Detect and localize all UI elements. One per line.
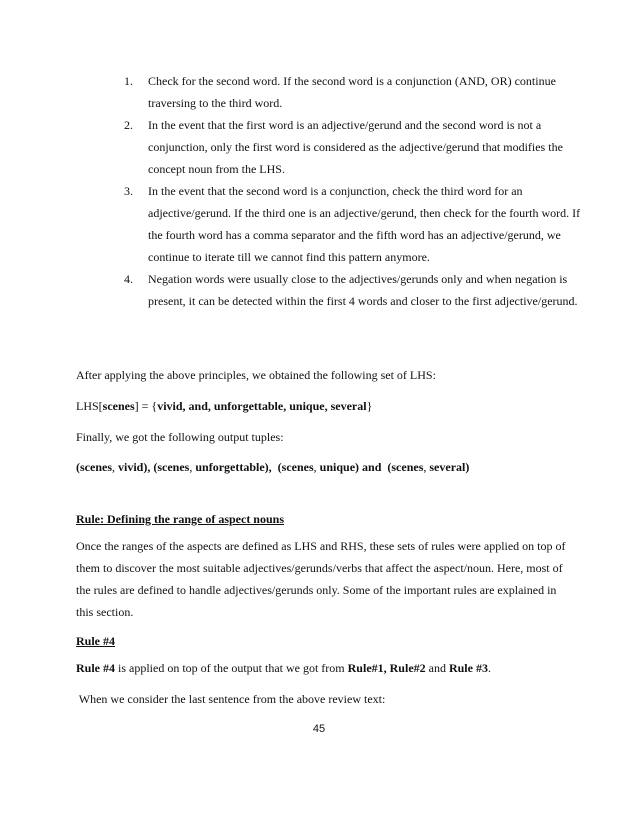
list-item-number: 1. [124,74,133,88]
heading-rule-defining-range: Rule: Defining the range of aspect nouns [76,512,285,526]
list-item [124,268,594,312]
paragraph-rule-4: Rule #4 is applied on top of the output that we got from Rule#1, Rule#2 and Rule #3. [76,661,491,675]
paragraph-finally: Finally, we got the following output tuples: [76,430,284,444]
list-item [124,180,594,268]
list-item [124,70,594,114]
lhs-set-line: LHS[scenes] = {vivid, and, unforgettable, unique, several} [76,399,373,413]
list-item-text: In the event that the first word is an adjective/gerund and the second word is not a conjunction, only the first word is considered as the adjective/gerund that modifies the concept noun from the LHS. [148,118,563,176]
page-number: 45 [312,723,326,735]
list-item-number: 2. [124,118,133,132]
list-item [124,114,594,180]
list-item-text: In the event that the second word is a conjunction, check the third word for an adjective/gerund. If the third one is an adjective/gerund, then check for the fourth word. If the fourth word has a comma separator and the fifth word has an adjective/gerund, we continue to iterate till we cannot find this pattern anymore. [148,184,581,264]
list-item-number: 3. [124,184,133,198]
list-item-text: Check for the second word. If the second word is a conjunction (AND, OR) continue traversing to the third word. [148,74,556,110]
output-tuples-line: (scenes, vivid), (scenes, unforgettable), (scenes, unique) and (scenes, several) [76,460,470,474]
paragraph-after-principles: After applying the above principles, we obtained the following set of LHS: [76,368,436,382]
list-item-number: 4. [124,272,133,286]
list-item-text: Negation words were usually close to the adjectives/gerunds only and when negation is present, it can be detected within the first 4 words and closer to the first adjective/gerund. [148,272,578,308]
heading-rule-4: Rule #4 [76,634,115,648]
principles-list [124,70,594,312]
paragraph-when-consider: When we consider the last sentence from the above review text: [76,692,386,706]
paragraph-once-ranges: Once the ranges of the aspects are defined as LHS and RHS, these sets of rules were applied on top of them to discover the most suitable adjectives/gerunds/verbs that affect the aspect/noun. Here, most of the rules are defined to handle adjectives/gerunds only. Some of the important rules are explained in this section. [76,539,566,619]
